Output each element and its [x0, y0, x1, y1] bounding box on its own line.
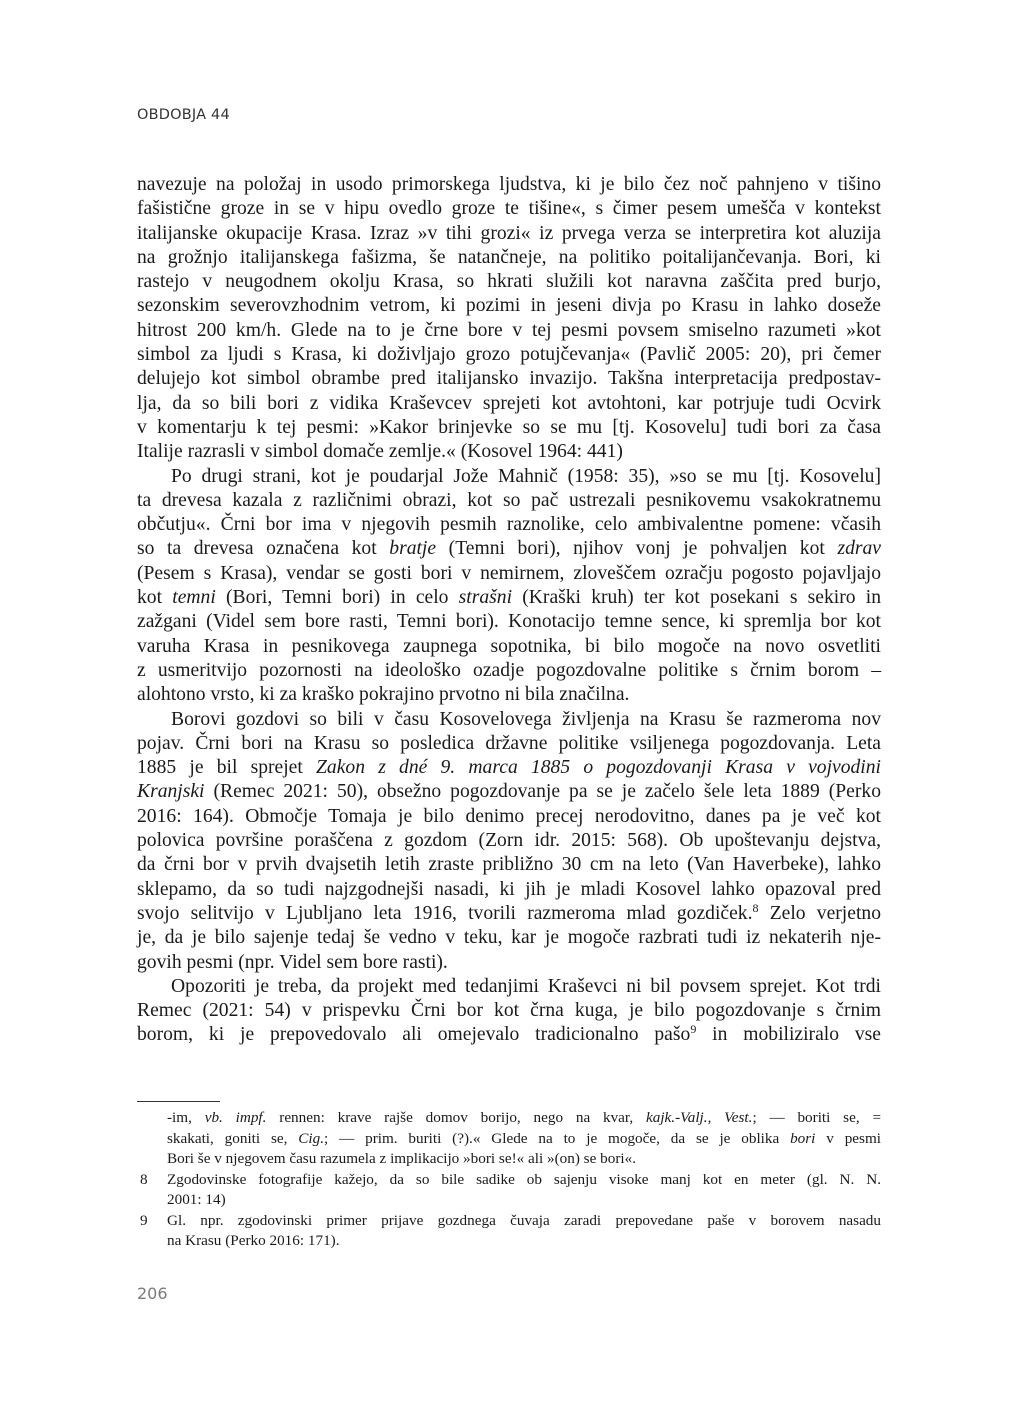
footnote-text — [167, 1108, 881, 1170]
text-line: Opozoriti je treba, da projekt med tedanjimi Kraševci ni bil povsem sprejet. Kot trdi — [171, 975, 881, 997]
text-line: kot temni (Bori, Temni bori) in celo strašni (Kraški kruh) ter kot posekani s sekiro in — [137, 587, 881, 609]
text-line: sezonskim severovzhodnim vetrom, ki pozimi in jeseni divja po Krasu in lahko doseže — [137, 295, 881, 317]
text-line: so ta drevesa označena kot bratje (Temni bori), njihov vonj je pohvaljen kot zdrav — [137, 538, 881, 560]
text-line: sklepamo, da so tudi najzgodnejši nasadi, ki jih je mladi Kosovel lahko opazoval pred — [137, 878, 881, 900]
text-line: navezuje na položaj in usodo primorskega ljudstva, ki je bilo čez noč pahnjeno v tišino — [137, 174, 881, 195]
footnote-line: Gl. npr. zgodovinski primer prijave gozdnega čuvaja zaradi prepovedane paše v borovem nasadu — [167, 1211, 881, 1229]
paragraph — [137, 975, 881, 1048]
text-line: polovica površine poraščena z gozdom (Zorn idr. 2015: 568). Ob upoštevanju dejstva, — [137, 830, 881, 852]
footnote-line: skakati, goniti se, Cig.; — prim. buriti (?).« Glede na to je mogoče, da se je oblika bori v pesmi — [167, 1129, 881, 1147]
text-line: da črni bor v prvih dvajsetih letih zraste približno 30 cm na leto (Van Haverbeke), lahko — [137, 854, 881, 876]
text-line: rastejo v neugodnem okolju Krasa, so hkrati služili kot naravna zaščita pred burjo, — [137, 271, 881, 293]
footnote-number: 8 — [140, 1170, 148, 1188]
text-line: simbol za ljudi s Krasa, ki doživljajo grozo potujčevanja« (Pavlič 2005: 20), pri čemer — [137, 344, 881, 366]
paragraph — [137, 173, 881, 465]
text-line: (Pesem s Krasa), vendar se gosti bori v nemirnem, zloveščem ozračju pogosto pojavljajo — [137, 562, 881, 584]
footnote-line: Zgodovinske fotografije kažejo, da so bile sadike ob sajenju visoke manj kot en meter (gl. N. N. — [167, 1170, 881, 1188]
text-line: lja, da so bili bori z vidika Kraševcev sprejeti kot avtohtoni, kar potrjuje tudi Ocvirk — [137, 392, 881, 414]
text-line: fašistične groze in se v hipu ovedlo groze te tišine«, s čimer pesem umešča v kontekst — [137, 198, 881, 220]
footnote — [137, 1108, 881, 1170]
footnote-text — [167, 1211, 881, 1252]
text-line: italijanske okupacije Krasa. Izraz »v tihi grozi« iz prvega verza se interpretira kot aluzija — [137, 222, 881, 244]
footnote-line: Bori še v njegovem času razumela z implikacijo »bori se!« ali »(on) se bori«. — [167, 1150, 636, 1167]
footnote — [137, 1170, 881, 1211]
footnote-line: na Krasu (Perko 2016: 171). — [167, 1232, 340, 1249]
text-line: ta drevesa kazala z različnimi obrazi, kot so pač ustrezali pesnikovemu vsakokratnemu — [137, 489, 881, 511]
text-line: Po drugi strani, kot je poudarjal Jože Mahnič (1958: 35), »so se mu [tj. Kosovelu] — [171, 465, 881, 487]
text-line: hitrost 200 km/h. Glede na to je črne bore v tej pesmi povsem smiselno razumeti »kot — [137, 319, 881, 341]
footnote-text — [167, 1170, 881, 1211]
footnote — [137, 1211, 881, 1252]
text-line: 2016: 164). Območje Tomaja je bilo denimo precej nerodovitno, danes pa je več kot — [137, 805, 881, 827]
paragraph — [137, 465, 881, 708]
text-line: z usmeritvijo pozornosti na ideološko ozadje pogozdovalne politike s črnim borom – — [137, 659, 881, 681]
footnotes — [137, 1108, 881, 1252]
text-line: na grožnjo italijanskega fašizma, še natančneje, na politiko poitalijančevanja. Bori, ki — [137, 246, 881, 268]
footnote-separator — [137, 1101, 220, 1102]
text-line: 1885 je bil sprejet Zakon z dné 9. marca 1885 o pogozdovanji Krasa v vojvodini — [137, 757, 881, 779]
footnote-number — [137, 1108, 167, 1170]
text-line: alohtono vrsto, ki za kraško pokrajino prvotno ni bila značilna. — [137, 684, 630, 706]
text-line: svojo selitvijo v Ljubljano leta 1916, tvorili razmeroma mlad gozdiček.$^8$ Zelo verjetno — [137, 900, 881, 924]
body-text — [137, 173, 881, 1048]
text-line: pojav. Črni bori na Krasu so posledica državne politike vsiljenega pogozdovanja. Leta — [137, 732, 881, 754]
text-line: govih pesmi (npr. Videl sem bore rasti). — [137, 951, 448, 973]
text-line: zažgani (Videl sem bore rasti, Temni bori). Konotacijo temne sence, ki spremlja bor kot — [137, 611, 881, 633]
text-line: Italije razrasli v simbol domače zemlje.« (Kosovel 1964: 441) — [137, 441, 623, 463]
text-line: borom, ki je prepovedovalo ali omejevalo tradicionalno pašo$^9$ in mobiliziralo vse — [137, 1022, 881, 1046]
footnote-line: 2001: 14) — [167, 1191, 226, 1208]
text-line: Kranjski (Remec 2021: 50), obsežno pogozdovanje pa se je začelo šele leta 1889 (Perko — [137, 781, 881, 803]
text-line: občutju«. Črni bor ima v njegovih pesmih raznolike, celo ambivalentne pomene: včasih — [137, 514, 881, 536]
text-line: je, da je bilo sajenje tedaj še vedno v teku, kar je mogoče razbrati tudi iz nekaterih nje- — [137, 927, 881, 949]
page-number: 206 — [137, 1284, 168, 1303]
text-line: Remec (2021: 54) v prispevku Črni bor kot črna kuga, je bilo pogozdovanje s črnim — [137, 1000, 881, 1022]
paragraph — [137, 708, 881, 975]
footnote-line: -im, vb. impf. rennen: krave rajše domov borijo, nego na kvar, kajk.-Valj., Vest.; — boriti se, = — [167, 1109, 882, 1126]
text-line: Borovi gozdovi so bili v času Kosovelovega življenja na Krasu še razmeroma nov — [171, 708, 881, 730]
text-line: v komentarju k tej pesmi: »Kakor brinjevke so se mu [tj. Kosovelu] tudi bori za časa — [137, 416, 881, 438]
running-head: OBDOBJA 44 — [137, 107, 230, 123]
footnote-number: 9 — [140, 1211, 148, 1229]
text-line: delujejo kot simbol obrambe pred italijansko invazijo. Takšna interpretacija predpostav- — [137, 368, 881, 390]
text-line: varuha Krasa in pesnikovega zaupnega sopotnika, bi bilo mogoče na novo osvetliti — [137, 635, 881, 657]
